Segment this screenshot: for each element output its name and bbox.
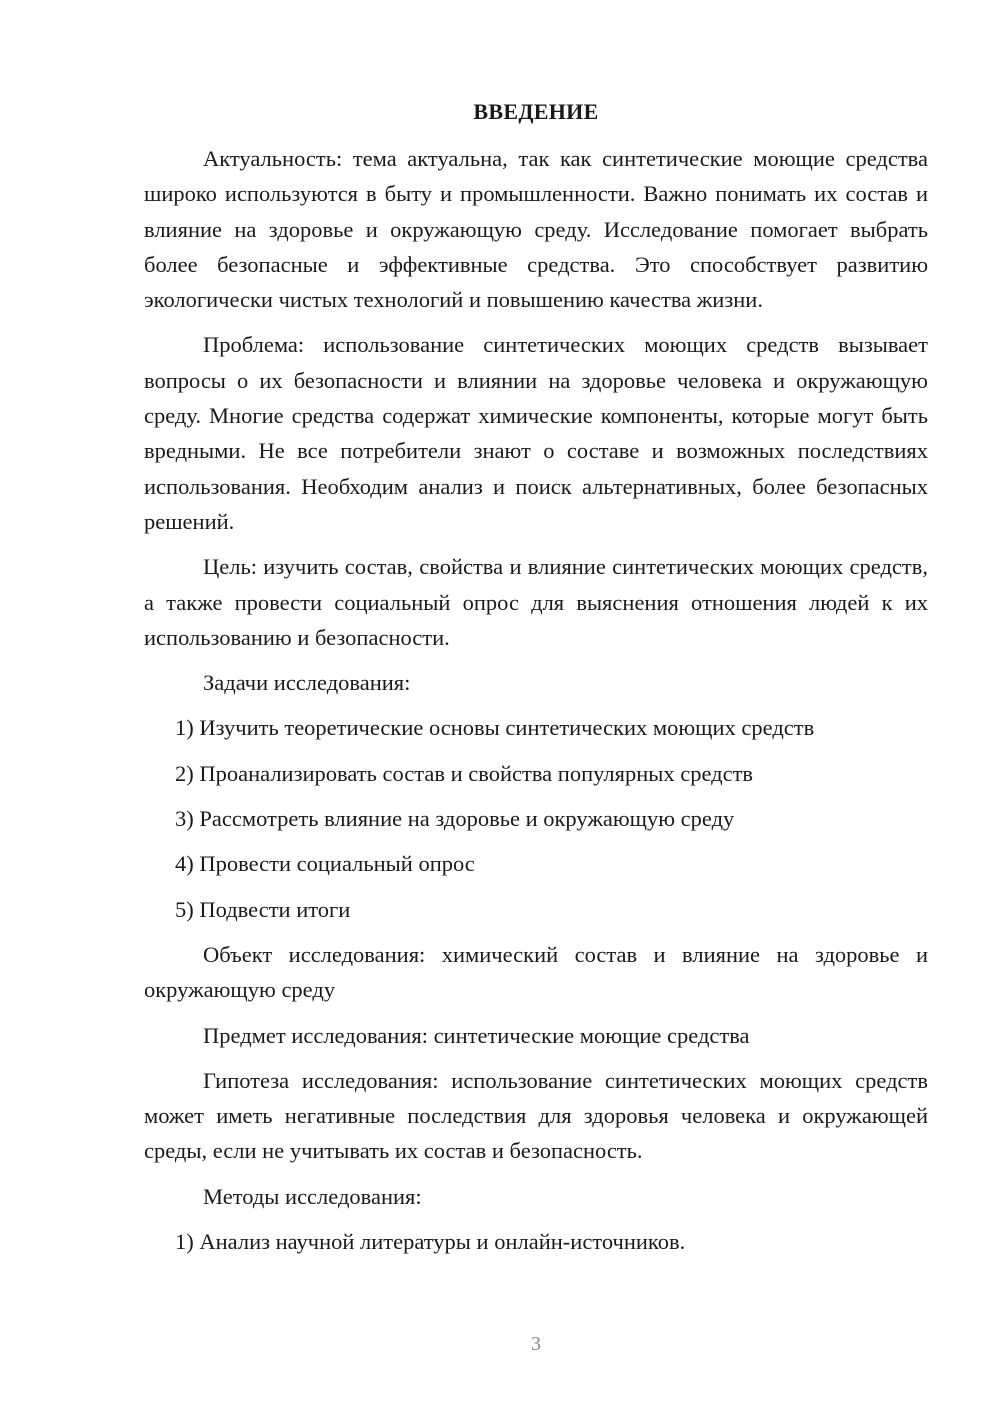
page-title: ВВЕДЕНИЕ	[473, 99, 599, 124]
tasks-heading: Задачи исследования:	[203, 670, 411, 696]
methods-heading: Методы исследования:	[203, 1183, 422, 1209]
list-item: 1) Анализ научной литературы и онлайн-источников.	[175, 1229, 686, 1255]
list-item: 1) Изучить теоретические основы синтетических моющих средств	[175, 715, 815, 741]
hypothesis-paragraph: Гипотеза исследования: использование синтетических моющих средств может иметь негативные последствия для здоровья человека и окружающей среды, если не учитывать их состав и безопасность.	[144, 1067, 928, 1164]
tasks-list	[144, 710, 928, 926]
list-item: 5) Подвести итоги	[175, 896, 351, 922]
document-body	[144, 141, 928, 1269]
relevance-paragraph: Актуальность: тема актуальна, так как синтетические моющие средства широко используются в быту и промышленности. Важно понимать их состав и влияние на здоровье и окружающую среду. Исследование помогает выбрать более безопасные и эффективные средства. Это способствует развитию экологически чистых технологий и повышению качества жизни.	[144, 146, 928, 313]
list-item: 2) Проанализировать состав и свойства популярных средств	[175, 760, 754, 786]
page-number: 3	[531, 1333, 541, 1355]
list-item: 3) Рассмотреть влияние на здоровье и окружающую среду	[175, 806, 735, 832]
subject-paragraph: Предмет исследования: синтетические моющие средства	[203, 1022, 750, 1048]
problem-paragraph: Проблема: использование синтетических моющих средств вызывает вопросы о их безопасности и влиянии на здоровье человека и окружающую среду. Многие средства содержат химические компоненты, которые могут быть вредными. Не все потребители знают о составе и возможных последствиях использования. Необходим анализ и поиск альтернативных, более безопасных решений.	[144, 332, 928, 534]
object-paragraph: Объект исследования: химический состав и влияние на здоровье и окружающую среду	[144, 941, 928, 1003]
list-item: 4) Провести социальный опрос	[175, 851, 475, 877]
methods-list	[144, 1224, 928, 1259]
goal-paragraph: Цель: изучить состав, свойства и влияние синтетических моющих средств, а также провести социальный опрос для выяснения отношения людей к их использованию и безопасности.	[144, 554, 928, 650]
